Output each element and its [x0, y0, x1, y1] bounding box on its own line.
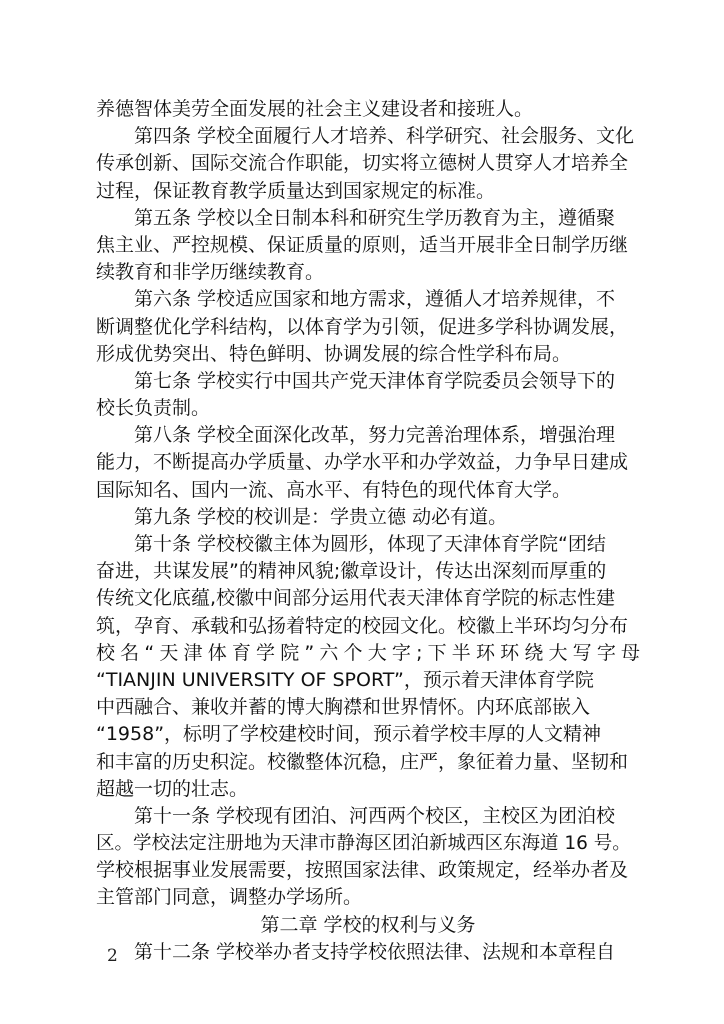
text-line: 第十二条 学校举办者支持学校依照法律、法规和本章程自 — [134, 940, 616, 963]
chapter-heading: 第二章 学校的权利与义务 — [260, 913, 476, 936]
text-line: 学校根据事业发展需要，按照国家法律、政策规定，经举办者及 — [96, 859, 629, 882]
text-line: 焦主业、严控规模、保证质量的原则，适当开展非全日制学历继 — [96, 233, 629, 256]
text-line: 续教育和非学历继续教育。 — [96, 261, 325, 284]
text-line: 能力，不断提高办学质量、办学水平和办学效益，力争早日建成 — [96, 451, 629, 474]
text-line: 第六条 学校适应国家和地方需求，遵循人才培养规律，不 — [134, 288, 616, 311]
text-line: 形成优势突出、特色鲜明、协调发展的综合性学科布局。 — [96, 342, 572, 365]
text-line: 过程，保证教育教学质量达到国家规定的标准。 — [96, 179, 496, 202]
text-line: 中西融合、兼收并蓄的博大胸襟和世界情怀。内环底部嵌入 — [96, 696, 591, 719]
document-body — [96, 96, 640, 966]
text-line: 第四条 学校全面履行人才培养、科学研究、社会服务、文化 — [134, 125, 635, 148]
page-number: 2 — [107, 946, 118, 966]
text-line: 断调整优化学科结构，以体育学为引领，促进多学科协调发展， — [96, 315, 629, 338]
text-line: 第十条 学校校徽主体为圆形，体现了天津体育学院“团结 — [134, 533, 606, 555]
text-line: 校名“天津体育学院”六个大字;下半环环绕大写字母 — [96, 641, 640, 664]
text-line: 第五条 学校以全日制本科和研究生学历教育为主，遵循聚 — [134, 206, 616, 229]
text-line: 第九条 学校的校训是：学贵立德 动必有道。 — [134, 505, 508, 528]
text-line: 筑，孕育、承载和弘扬着特定的校园文化。校徽上半环均匀分布 — [96, 614, 629, 637]
text-line: 和丰富的历史积淀。校徽整体沉稳，庄严，象征着力量、坚韧和 — [96, 750, 629, 773]
text-line: 区。学校法定注册地为天津市静海区团泊新城西区东海道 16 号。 — [96, 833, 631, 855]
text-line: 国际知名、国内一流、高水平、有特色的现代体育大学。 — [96, 478, 572, 501]
text-line: 第十一条 学校现有团泊、河西两个校区，主校区为团泊校 — [134, 804, 616, 827]
text-line: 主管部门同意，调整办学场所。 — [96, 886, 363, 909]
text-line: 第七条 学校实行中国共产党天津体育学院委员会领导下的 — [134, 369, 616, 392]
text-line: “1958”，标明了学校建校时间，预示着学校丰厚的人文精神 — [96, 723, 602, 746]
text-line: “TIANJIN UNIVERSITY OF SPORT”，预示着天津体育学院 — [96, 668, 594, 691]
text-line: 超越一切的壮志。 — [96, 777, 249, 800]
text-line: 第八条 学校全面深化改革，努力完善治理体系，增强治理 — [134, 424, 616, 447]
text-line: 传承创新、国际交流合作职能，切实将立德树人贯穿人才培养全 — [96, 152, 629, 175]
text-line: 养德智体美劳全面发展的社会主义建设者和接班人。 — [96, 98, 534, 120]
text-line: 校长负责制。 — [96, 397, 211, 420]
text-line: 奋进，共谋发展”的精神风貌;徽章设计，传达出深刻而厚重的 — [96, 560, 607, 583]
text-line: 传统文化底蕴,校徽中间部分运用代表天津体育学院的标志性建 — [96, 587, 616, 610]
